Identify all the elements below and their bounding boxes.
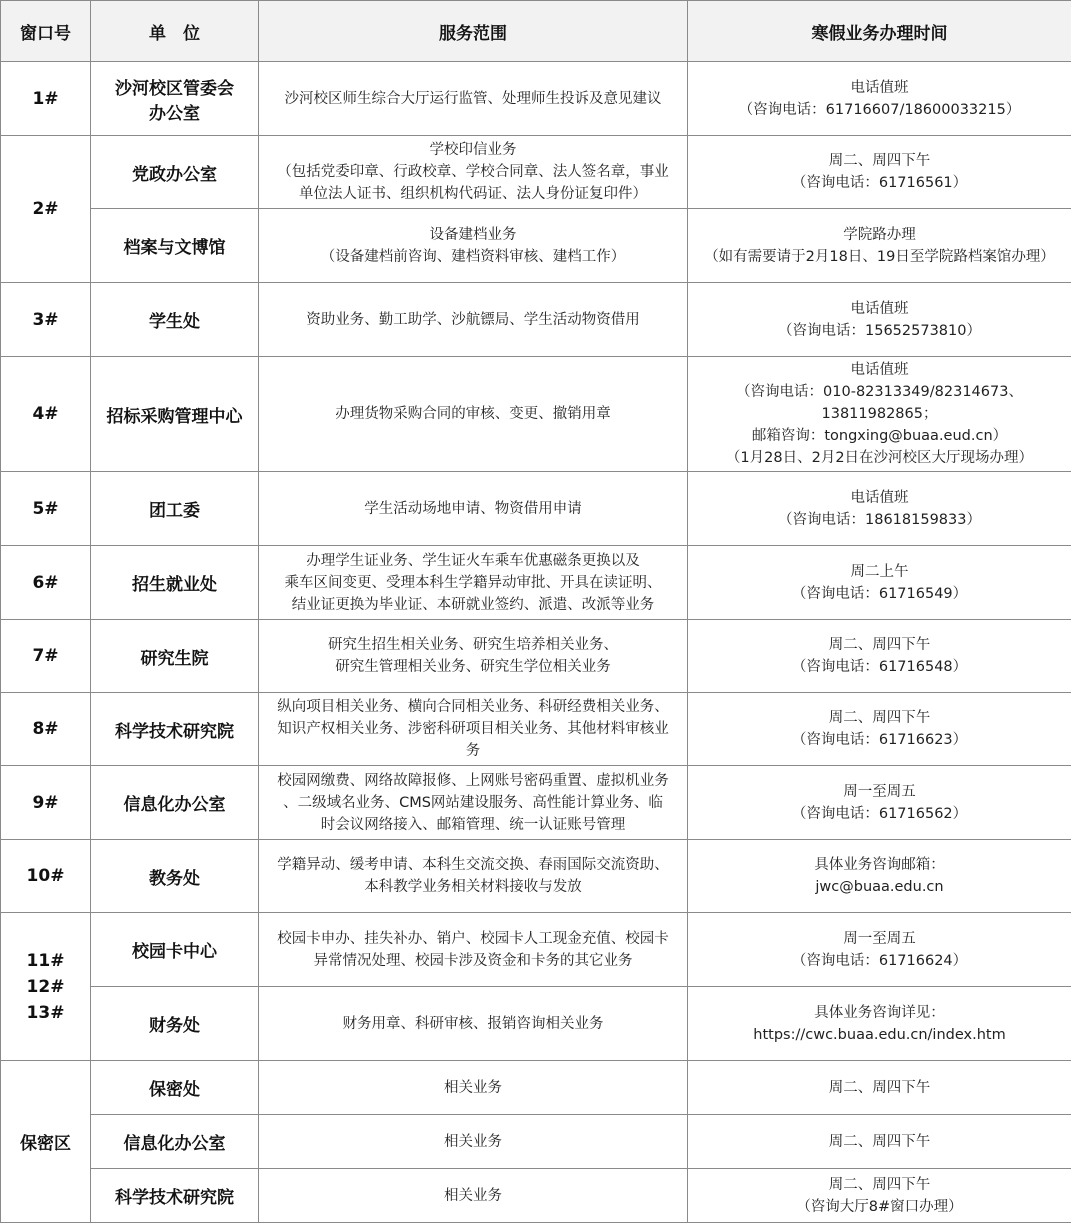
table-row — [1, 283, 1071, 357]
table-row — [1, 357, 1071, 472]
service-scope: 设备建档业务 （设备建档前咨询、建档资料审核、建档工作） — [259, 209, 688, 283]
unit-name: 党政办公室 — [91, 136, 259, 209]
service-scope: 财务用章、科研审核、报销咨询相关业务 — [259, 987, 688, 1061]
service-time: 周二、周四下午 （咨询电话：61716623） — [688, 693, 1071, 766]
table-row — [1, 693, 1071, 766]
service-time: 周一至周五 （咨询电话：61716624） — [688, 913, 1071, 987]
service-scope: 办理货物采购合同的审核、变更、撤销用章 — [259, 357, 688, 472]
service-scope: 办理学生证业务、学生证火车乘车优惠磁条更换以及 乘车区间变更、受理本科生学籍异动审批、开具在读证明、 结业证更换为毕业证、本研就业签约、派遣、改派等业务 — [259, 546, 688, 620]
table-header-row — [1, 1, 1071, 62]
unit-name: 档案与文博馆 — [91, 209, 259, 283]
service-scope: 研究生招生相关业务、研究生培养相关业务、 研究生管理相关业务、研究生学位相关业务 — [259, 620, 688, 693]
unit-name: 财务处 — [91, 987, 259, 1061]
service-time: 电话值班 （咨询电话：010-82313349/82314673、 13811982865； 邮箱咨询：tongxing@buaa.eud.cn） （1月28日、2月2日在沙河校区大厅现场办理） — [688, 357, 1071, 472]
window-number: 10# — [1, 840, 91, 913]
table-row — [1, 546, 1071, 620]
unit-name: 信息化办公室 — [91, 766, 259, 840]
table-row — [1, 840, 1071, 913]
window-number: 11# 12# 13# — [1, 913, 91, 1061]
window-number: 9# — [1, 766, 91, 840]
unit-name: 科学技术研究院 — [91, 1169, 259, 1223]
service-scope: 校园网缴费、网络故障报修、上网账号密码重置、虚拟机业务 、二级域名业务、CMS网站建设服务、高性能计算业务、临 时会议网络接入、邮箱管理、统一认证账号管理 — [259, 766, 688, 840]
service-scope: 相关业务 — [259, 1169, 688, 1223]
table-row — [1, 1115, 1071, 1169]
service-scope: 学生活动场地申请、物资借用申请 — [259, 472, 688, 546]
service-scope: 纵向项目相关业务、横向合同相关业务、科研经费相关业务、 知识产权相关业务、涉密科研项目相关业务、其他材料审核业 务 — [259, 693, 688, 766]
service-scope: 沙河校区师生综合大厅运行监管、处理师生投诉及意见建议 — [259, 62, 688, 136]
service-scope: 学校印信业务 （包括党委印章、行政校章、学校合同章、法人签名章，事业 单位法人证书、组织机构代码证、法人身份证复印件） — [259, 136, 688, 209]
window-number: 5# — [1, 472, 91, 546]
service-time: 学院路办理 （如有需要请于2月18日、19日至学院路档案馆办理） — [688, 209, 1071, 283]
header-window: 窗口号 — [1, 1, 91, 62]
unit-name: 校园卡中心 — [91, 913, 259, 987]
service-time: 电话值班 （咨询电话：18618159833） — [688, 472, 1071, 546]
service-time: 周二、周四下午 （咨询大厅8#窗口办理） — [688, 1169, 1071, 1223]
service-time: 周二、周四下午 — [688, 1115, 1071, 1169]
unit-name: 招标采购管理中心 — [91, 357, 259, 472]
window-number: 4# — [1, 357, 91, 472]
service-time: 周二上午 （咨询电话：61716549） — [688, 546, 1071, 620]
unit-name: 信息化办公室 — [91, 1115, 259, 1169]
service-scope: 相关业务 — [259, 1115, 688, 1169]
service-time: 电话值班 （咨询电话：61716607/18600033215） — [688, 62, 1071, 136]
table-row — [1, 62, 1071, 136]
window-number: 2# — [1, 136, 91, 283]
service-scope: 相关业务 — [259, 1061, 688, 1115]
service-time: 周二、周四下午 — [688, 1061, 1071, 1115]
service-time: 周一至周五 （咨询电话：61716562） — [688, 766, 1071, 840]
window-number: 保密区 — [1, 1061, 91, 1223]
service-scope: 学籍异动、缓考申请、本科生交流交换、春雨国际交流资助、 本科教学业务相关材料接收与发放 — [259, 840, 688, 913]
header-unit: 单 位 — [91, 1, 259, 62]
table-row — [1, 1061, 1071, 1115]
table-row — [1, 987, 1071, 1061]
unit-name: 招生就业处 — [91, 546, 259, 620]
window-number: 1# — [1, 62, 91, 136]
service-time: 具体业务咨询邮箱： jwc@buaa.edu.cn — [688, 840, 1071, 913]
table-row — [1, 209, 1071, 283]
unit-name: 教务处 — [91, 840, 259, 913]
service-time: 电话值班 （咨询电话：15652573810） — [688, 283, 1071, 357]
window-number: 3# — [1, 283, 91, 357]
unit-name: 沙河校区管委会 办公室 — [91, 62, 259, 136]
header-time: 寒假业务办理时间 — [688, 1, 1071, 62]
service-time: 周二、周四下午 （咨询电话：61716548） — [688, 620, 1071, 693]
unit-name: 团工委 — [91, 472, 259, 546]
table-row — [1, 472, 1071, 546]
unit-name: 学生处 — [91, 283, 259, 357]
window-number: 6# — [1, 546, 91, 620]
unit-name: 保密处 — [91, 1061, 259, 1115]
service-time: 周二、周四下午 （咨询电话：61716561） — [688, 136, 1071, 209]
service-time: 具体业务咨询详见： https://cwc.buaa.edu.cn/index.htm — [688, 987, 1071, 1061]
unit-name: 研究生院 — [91, 620, 259, 693]
table-row — [1, 913, 1071, 987]
table-row — [1, 1169, 1071, 1223]
header-scope: 服务范围 — [259, 1, 688, 62]
service-scope: 校园卡申办、挂失补办、销户、校园卡人工现金充值、校园卡 异常情况处理、校园卡涉及资金和卡务的其它业务 — [259, 913, 688, 987]
table-row — [1, 136, 1071, 209]
table-row — [1, 766, 1071, 840]
service-scope: 资助业务、勤工助学、沙航镖局、学生活动物资借用 — [259, 283, 688, 357]
table-row — [1, 620, 1071, 693]
unit-name: 科学技术研究院 — [91, 693, 259, 766]
window-number: 8# — [1, 693, 91, 766]
window-number: 7# — [1, 620, 91, 693]
